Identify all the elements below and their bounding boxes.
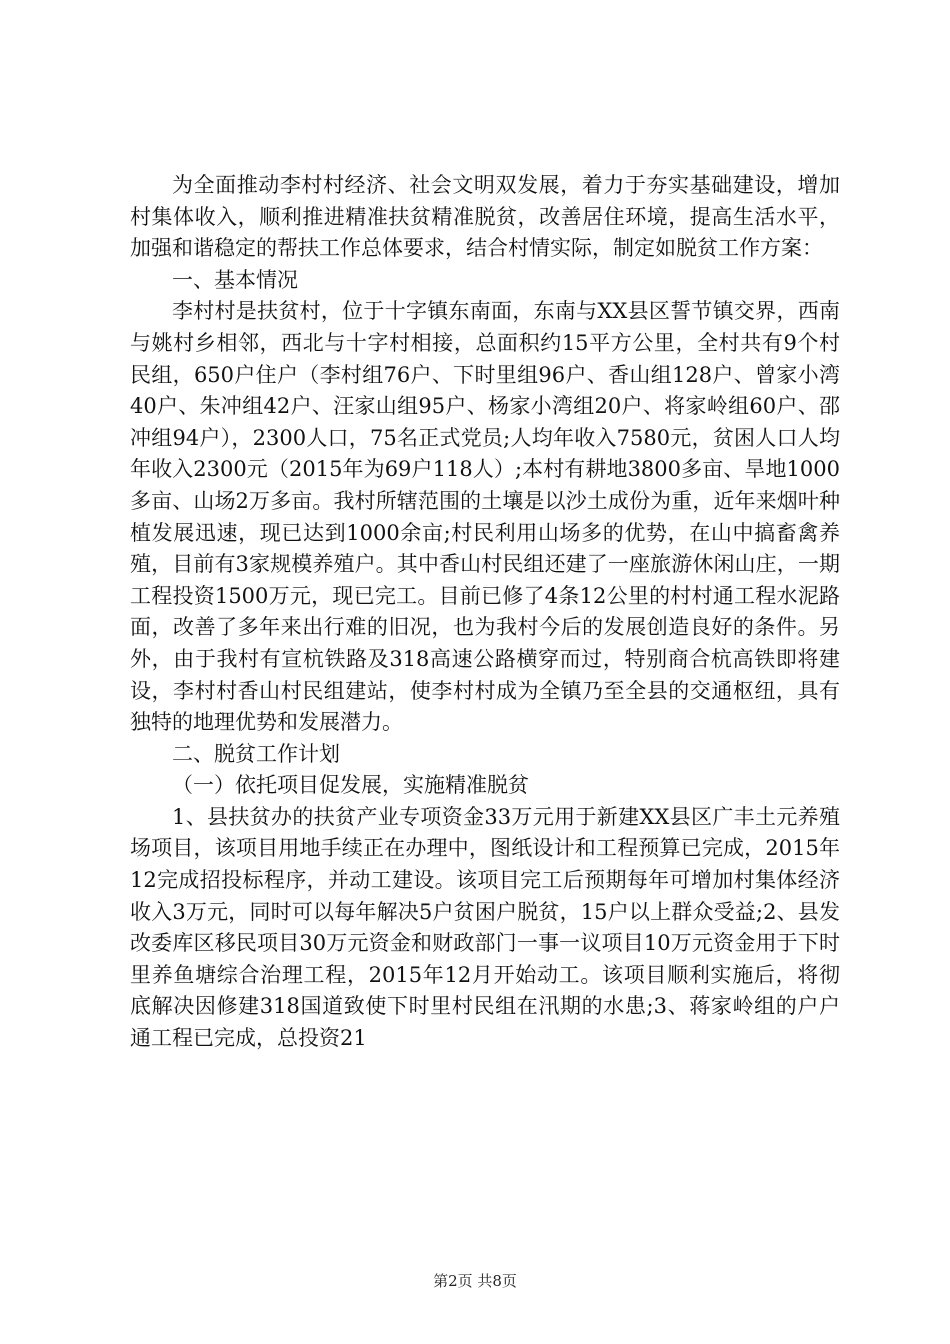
section-heading-work-plan: 二、脱贫工作计划 (172, 741, 340, 766)
basic-info-paragraph: 李村村是扶贫村，位于十字镇东南面，东南与XX县区誓节镇交界，西南与姚村乡相邻，西北与十字村相接，总面积约15平方公里，全村共有9个村民组，650户住户（李村组76户、下时里组96户、香山组128户、曾家小湾40户、朱冲组42户、汪家山组95户、杨家小湾组20户、将家岭组60户、邵冲组94户），2300人口，75名正式党员;人均年收入7580元，贫困人口人均年收入2300元（2015年为69户118人）;本村有耕地3800多亩、旱地1000多亩、山场2万多亩。我村所辖范围的土壤是以沙土成份为重，近年来烟叶种植发展迅速，现已达到1000余亩;村民利用山场多的优势，在山中搞畜禽养殖，目前有3家规模养殖户。其中香山村民组还建了一座旅游休闲山庄，一期工程投资1500万元，现已完工。目前已修了4条12公里的村村通工程水泥路面，改善了多年来出行难的旧况，也为我村今后的发展创造良好的条件。另外，由于我村有宣杭铁路及318高速公路横穿而过，特别商合杭高铁即将建设，李村村香山村民组建站，使李村村成为全镇乃至全县的交通枢纽，具有独特的地理优势和发展潜力。 (130, 299, 840, 735)
subsection-heading-project: （一）依托项目促发展，实施精准脱贫 (172, 773, 529, 798)
page-number-footer: 第2页 共8页 (433, 1272, 517, 1290)
intro-paragraph: 为全面推动李村村经济、社会文明双发展，着力于夯实基础建设，增加村集体收入，顺利推进精准扶贫精准脱贫，改善居住环境，提高生活水平，加强和谐稳定的帮扶工作总体要求，结合村情实际，制定如脱贫工作方案： (130, 173, 840, 261)
project-paragraph: 1、县扶贫办的扶贫产业专项资金33万元用于新建XX县区广丰土元养殖场项目，该项目用地手续正在办理中，图纸设计和工程预算已完成，2015年12完成招投标程序，并动工建设。该项目完工后预期每年可增加村集体经济收入3万元，同时可以每年解决5户贫困户脱贫，15户以上群众受益;2、县发改委库区移民项目30万元资金和财政部门一事一议项目10万元资金用于下时里养鱼塘综合治理工程，2015年12月开始动工。该项目顺利实施后，将彻底解决因修建318国道致使下时里村民组在汛期的水患;3、蒋家岭组的户户通工程已完成，总投资21 (130, 804, 840, 1051)
document-body (130, 170, 840, 1055)
section-heading-basic-info: 一、基本情况 (172, 267, 298, 292)
